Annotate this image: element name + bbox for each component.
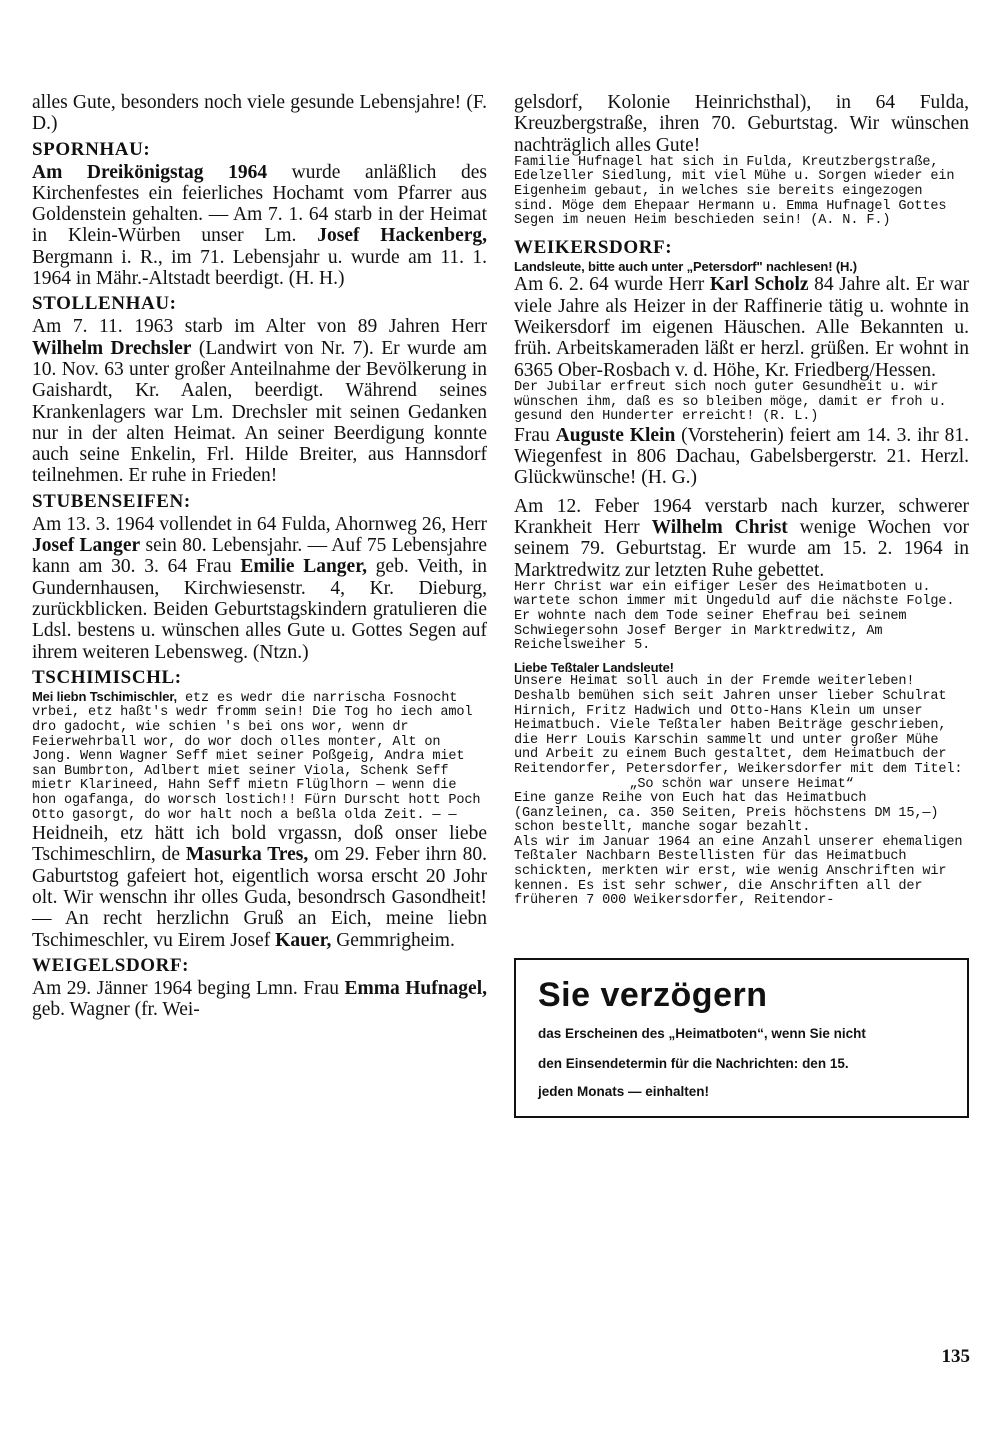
appeal-text3: Als wir im Januar 1964 an eine Anzahl unserer ehemaligen Teßtaler Nachbarn Bestellisten für das Heimatbuch schickten, merkten wir erst, wie wenig Anschriften wir kennen. Es ist sehr schwer, die Anschriften all der früheren 7 000 Weikersdorfer, Reitendor- xyxy=(514,834,963,909)
heading-stollenhau: STOLLENHAU: xyxy=(32,293,177,315)
heading-weigelsdorf: WEIGELSDORF: xyxy=(32,954,190,976)
tschimischl-salutation: Mei liebn Tschimischler, xyxy=(32,688,177,704)
weikersdorf-p1-small: Der Jubilar erfreut sich noch guter Gesundheit u. wir wünschen ihm, daß es so bleiben möge, damit er froh u. gesund den Hunderter erreicht! (R. L.) xyxy=(514,379,947,425)
stubenseifen-text-c: geb. Veith, in Gundernhausen, Kirchwiesenstr. 4, Kr. Dieburg, zurückblicken. Beiden Geburtstagskindern gratulieren die Ldsl. bestens u. wünschen alles Gute u. Gottes Segen auf ihrem weiteren Lebensweg. (Ntzn.) xyxy=(32,556,488,663)
notice-line-2 xyxy=(538,1056,849,1071)
stubenseifen-name2: Emilie Langer, xyxy=(240,556,367,578)
appeal-heading: Liebe Teßtaler Landsleute! xyxy=(514,659,674,675)
stollenhau-text-a: Am 7. 11. 1963 starb im Alter von 89 Jahren Herr xyxy=(32,316,487,338)
weikersdorf-name-klein: Auguste Klein xyxy=(555,424,676,446)
left-column xyxy=(32,92,487,1021)
stubenseifen-text xyxy=(32,514,487,663)
weikersdorf-p1-b: 84 Jahre alt. Er war viele Jahre als Heizer in der Raffinerie tätig u. wohnte in Weikersdorf im eigenen Häuschen. Alle Bekannten u. früh. Arbeitskameraden läßt er herzl. grüßen. Er wohnt in 6365 Ober-Rosbach v. d. Höhe, Kr. Friedberg/Hessen. xyxy=(514,274,969,381)
notice-line-3-b: — einhalten! xyxy=(624,1084,710,1099)
notice-title: Sie verzögern xyxy=(538,976,768,1014)
appeal-book-title: „So schön war unsere Heimat“ xyxy=(629,776,854,792)
weikersdorf-p1-a: Am 6. 2. 64 wurde Herr xyxy=(514,274,710,296)
weikersdorf-p2 xyxy=(514,425,969,489)
stubenseifen-text-b: sein 80. Lebensjahr. — Auf 75 Lebensjahre kann am 30. 3. 64 Frau xyxy=(32,535,487,578)
weikersdorf-p2-a: Frau xyxy=(514,424,556,446)
stollenhau-name: Wilhelm Drechsler xyxy=(32,337,192,359)
tschimischl-text-a: Heidneih, etz hätt ich bold vrgassn, doß onser liebe Tschimeschlirn, de xyxy=(32,823,487,866)
weigelsdorf-text-a: Am 29. Jänner 1964 beging Lmn. Frau xyxy=(32,977,345,999)
spornhau-text-a: wurde anläßlich des Kirchenfestes ein feierliches Hochamt vom Pfarrer aus Goldenstein gehalten. — Am 7. 1. 64 starb in der Heimat in Klein-Würben unser Lm. xyxy=(32,161,487,247)
spornhau-text-b: Bergmann i. R., im 71. Lebensjahr u. wurde am 11. 1. 1964 in Mähr.-Altstadt beerdigt. (H. H.) xyxy=(32,246,487,290)
notice-line-3 xyxy=(538,1084,709,1099)
notice-line-1: das Erscheinen des „Heimatboten“, wenn Sie nicht xyxy=(538,1026,866,1041)
notice-deadline: den 15. xyxy=(802,1056,849,1071)
notice-line-3-a: jeden Monats xyxy=(538,1084,625,1099)
appeal-text1: Unsere Heimat soll auch in der Fremde weiterleben! Deshalb bemühen sich seit Jahren unser lieber Schulrat Hirnich, Fritz Hadwich und Otto-Hans Klein um unser Heimatbuch. Viele Teßtaler haben Beiträge geschrieben, die Herr Louis Karschin sammelt und unter großer Mühe und Arbeit zu einem Buch gestaltet, dem Heimatbuch der Reitendorfer, Petersdorfer, Weikersdorfer mit dem Titel: xyxy=(514,674,963,777)
spornhau-bold-date: Am Dreikönigstag 1964 xyxy=(32,161,268,183)
right-continuation-small: Familie Hufnagel hat sich in Fulda, Kreutzbergstraße, Edelzeller Siedlung, mit viel Mühe u. Sorgen wieder ein Eigenheim gebaut, in welches sie bereits eingezogen sind. Möge dem Ehepaar Hermann u. Emma Hufnagel Gottes Segen im neuen Heim beschieden sein! (A. N. F.) xyxy=(514,154,955,229)
weikersdorf-name-christ: Wilhelm Christ xyxy=(651,516,788,538)
weikersdorf-p3-a: Am 12. Feber 1964 verstarb nach kurzer, schwerer Krankheit Herr xyxy=(514,495,969,538)
weikersdorf-p3-small: Herr Christ war ein eifiger Leser des Heimatboten u. wartete schon immer mit Ungeduld auf die nächste Folge. Er wohnte nach dem Tode seiner Ehefrau bei seinem Schwiegersohn Josef Berger in Marktredwitz, Am Reichelsweiher 5. xyxy=(514,579,955,654)
tschimischl-name: Masurka Tres, xyxy=(185,844,309,866)
tschimischl-small-rest: etz es wedr die narrischa Fosnocht vrbei, etz haßt's wedr fromm sein! Die Tog ho iech amol dro gadocht, wie schien 's bei ons wor, wenn dr Feierwehrball wor, do wor doch olles monter, Alt on Jong. Wenn Wagner Seff miet seiner Poßgeig, Andra miet san Bumbrton, Adlbert miet seiner Viola, Schenk Seff mietr Klarineed, Hahn Seff mietn Flüglhorn — wenn die hon ogafanga, do worsch lostich!! Fürn Durscht hott Poch Otto gasorgt, do wor halt noch a beßla olda Zeit. — — xyxy=(32,690,481,823)
notice-line-2-a: den Einsendetermin für die Nachrichten: xyxy=(538,1056,803,1071)
tschimischl-text xyxy=(32,823,487,951)
right-column xyxy=(514,92,969,909)
notice-box xyxy=(514,958,969,1118)
weikersdorf-p2-b: (Vorsteherin) feiert am 14. 3. ihr 81. Wiegenfest in 806 Dachau, Gabelsbergerstr. 21. Herzl. Glückwünsche! (H. G.) xyxy=(514,424,970,489)
tschimischl-text-b: om 29. Feber ihrn 80. Gaburtstog gafeiert hot, eigentlich worsa erscht 20 Johr olt. Wir wenschn ihr olles Guda, besondrsch Gasondheit! — An recht herzlichn Gruß an Eich, meine liebn Tschimeschler, vu Eirem Josef xyxy=(32,844,488,951)
tschimischl-dialect-text xyxy=(32,690,487,823)
weikersdorf-note: Landsleute, bitte auch unter „Petersdorf" nachlesen! (H.) xyxy=(514,258,857,274)
heading-weikersdorf: WEIKERSDORF: xyxy=(514,236,673,258)
right-continuation: gelsdorf, Kolonie Heinrichsthal), in 64 Fulda, Kreuzbergstraße, ihren 70. Geburtstag. Wir wünschen nachträglich alles Gute! xyxy=(514,92,969,156)
stollenhau-text xyxy=(32,316,487,486)
weigelsdorf-text xyxy=(32,978,487,1021)
spornhau-name: Josef Hackenberg, xyxy=(317,225,488,247)
weikersdorf-p3 xyxy=(514,496,969,581)
weikersdorf-name-scholz: Karl Scholz xyxy=(709,274,809,296)
weigelsdorf-text-b: geb. Wagner (fr. Wei- xyxy=(32,999,200,1021)
tschimischl-text-c: Gemmrigheim. xyxy=(331,929,455,951)
heading-tschimischl: TSCHIMISCHL: xyxy=(32,666,182,688)
stollenhau-text-b: (Landwirt von Nr. 7). Er wurde am 10. Nov. 63 unter großer Anteilnahme der Bevölkerung in Gaishardt, Kr. Aalen, beerdigt. Während seines Krankenlagers war Lm. Drechsler mit seinen Gedanken nur in der alten Heimat. An seiner Beerdigung konnte auch seine Enkelin, Frl. Hilde Breiter, aus Hannsdorf teilnehmen. Er ruhe in Frieden! xyxy=(32,337,487,487)
heading-spornhau: SPORNHAU: xyxy=(32,138,151,160)
heading-stubenseifen: STUBENSEIFEN: xyxy=(32,490,191,512)
appeal-text2: Eine ganze Reihe von Euch hat das Heimatbuch (Ganzleinen, ca. 350 Seiten, Preis höchstens DM 15,—) schon bestellt, manche sogar bezahlt. xyxy=(514,791,939,836)
page-number: 135 xyxy=(941,1346,970,1367)
stubenseifen-name1: Josef Langer xyxy=(32,535,141,557)
tschimischl-name2: Kauer, xyxy=(275,929,332,951)
intro-text: alles Gute, besonders noch viele gesunde Lebensjahre! (F. D.) xyxy=(32,92,487,135)
weikersdorf-p1 xyxy=(514,274,969,380)
stubenseifen-text-a: Am 13. 3. 1964 vollendet in 64 Fulda, Ahornweg 26, Herr xyxy=(32,513,487,535)
weigelsdorf-name: Emma Hufnagel, xyxy=(344,977,487,999)
spornhau-text xyxy=(32,162,487,290)
weikersdorf-p3-b: wenige Wochen vor seinem 79. Geburtstag. Er wurde am 15. 2. 1964 in Marktredwitz zur letzten Ruhe gebettet. xyxy=(514,516,970,581)
